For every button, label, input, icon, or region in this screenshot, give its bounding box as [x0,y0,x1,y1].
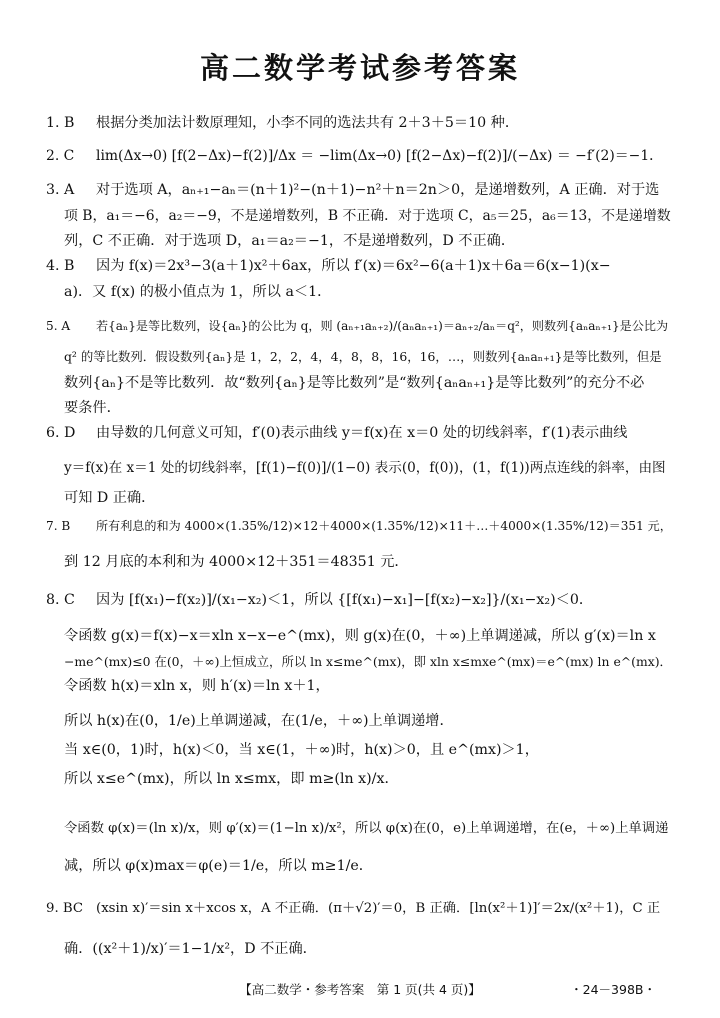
answer-7-line-1 [46,517,672,535]
answer-text: (xsin x)′＝sin x＋xcos x，A 不正确．(π＋√2)′＝0，B 正确．[ln(x²＋1)]′＝2x/(x²＋1)，C 正 [96,901,661,916]
answer-8-line-6 [64,741,539,759]
answer-3-line-3 [64,232,515,250]
answer-8-line-8 [64,820,668,838]
answer-text: y＝f(x)在 x＝1 处的切线斜率，[f(1)−f(0)]/(1−0) 表示(0，f(0))，(1，f(1))两点连线的斜率，由图 [64,460,666,476]
answer-3-line-2 [64,207,671,225]
answer-8-line-4 [64,677,330,695]
answer-text: 项 B，a₁＝−6，a₂＝−9，不是递增数列，B 不正确．对于选项 C，a₅＝25，a₆＝13，不是递增数 [64,208,671,224]
answer-number: 7. B [46,519,71,533]
answer-text: 要条件． [64,400,121,416]
answer-text: 令函数 φ(x)＝(ln x)/x，则 φ′(x)＝(1−ln x)/x²，所以 φ(x)在(0，e)上单调递增，在(e，＋∞)上单调递 [64,821,669,836]
answer-text: 减，所以 φ(x)max＝φ(e)＝1/e，所以 m≥1/e． [64,858,373,874]
answer-text: 所有利息的和为 4000×(1.35%/12)×12＋4000×(1.35%/12)×11＋…＋4000×(1.35%/12)＝351 元， [96,519,672,533]
answer-text: 因为 [f(x₁)−f(x₂)]/(x₁−x₂)＜1，所以 {[f(x₁)−x₁]−[f(x₂)−x₂]}/(x₁−x₂)＜0． [96,592,594,608]
answer-text: 因为 f(x)＝2x³−3(a＋1)x²＋6ax，所以 f′(x)＝6x²−6(a＋1)x＋6a＝6(x−1)(x− [96,258,611,274]
answer-8-line-3 [64,653,672,671]
answer-6-line-3 [64,489,155,507]
page-title: 高二数学考试参考答案 [199,51,520,85]
answer-text: 可知 D 正确． [64,490,156,506]
answer-text: 数列{aₙ}不是等比数列．故“数列{aₙ}是等比数列”是“数列{aₙaₙ₊₁}是等比数列”的充分不必 [64,375,645,391]
answer-text: a)．又 f(x) 的极小值点为 1，所以 a＜1． [64,284,332,300]
answer-number: 1. B [46,115,75,131]
answer-4-line-2 [64,283,331,301]
answer-8-line-7 [64,770,399,788]
answer-4-line-1 [46,257,611,275]
answer-text: lim(Δx→0) [f(2−Δx)−f(2)]/Δx ＝ −lim(Δx→0) [f(2−Δx)−f(2)]/(−Δx) ＝ −f′(2)＝−1． [96,148,664,164]
answer-8-line-5 [64,712,454,730]
answer-9-line-2 [64,940,317,958]
answer-number: 6. D [46,425,76,441]
answer-text: 列，C 不正确．对于选项 D，a₁＝a₂＝−1，不是递增数列，D 不正确． [64,233,516,249]
answer-1-line-1 [46,114,519,132]
answer-number: 2. C [46,148,75,164]
answer-text: 到 12 月底的本利和为 4000×12＋351＝48351 元． [64,554,409,570]
answer-text: 所以 h(x)在(0，1/e)上单调递减，在(1/e，＋∞)上单调递增． [64,713,454,729]
answer-6-line-1 [46,424,627,442]
answer-3-line-1 [46,181,659,199]
answer-text: −me^(mx)≤0 在(0，＋∞)上恒成立，所以 ln x≤me^(mx)，即 xln x≤mxe^(mx)＝e^(mx) ln e^(mx)． [64,654,672,669]
answer-5-line-1 [46,317,668,335]
answer-text: 确．((x²＋1)/x)′＝1−1/x²，D 不正确． [64,941,317,957]
answer-text: q² 的等比数列．假设数列{aₙ}是 1，2，2，4，4，8，8，16，16，…，则数列{aₙaₙ₊₁}是等比数列，但是 [64,349,662,364]
answer-number: 9. BC [46,901,84,916]
answer-9-line-1 [46,900,660,918]
answer-text: 若{aₙ}是等比数列，设{aₙ}的公比为 q，则 (aₙ₊₁aₙ₊₂)/(aₙaₙ₊₁)＝aₙ₊₂/aₙ＝q²，则数列{aₙaₙ₊₁}是公比为 [96,319,669,333]
answer-text: 所以 x≤e^(mx)，所以 ln x≤mx，即 m≥(ln x)/x． [64,771,399,787]
answer-8-line-9 [64,857,373,875]
answer-2-line-1 [46,147,663,165]
answer-5-line-2 [64,348,662,366]
answer-8-line-2 [64,627,656,645]
answer-7-line-2 [64,553,409,571]
answer-text: 对于选项 A，aₙ₊₁−aₙ＝(n＋1)²−(n＋1)−n²＋n＝2n＞0，是递增数列，A 正确．对于选 [96,182,660,198]
answer-5-line-4 [64,399,121,417]
answer-text: 当 x∈(0，1)时，h(x)＜0，当 x∈(1，＋∞)时，h(x)＞0，且 e^(mx)＞1， [64,742,539,758]
answer-number: 8. C [46,592,75,608]
answer-8-line-1 [46,591,593,609]
answer-text: 根据分类加法计数原理知，小李不同的选法共有 2＋3＋5＝10 种． [96,115,520,131]
answer-number: 4. B [46,258,75,274]
answer-text: 令函数 g(x)＝f(x)−x＝xln x−x−e^(mx)，则 g(x)在(0，＋∞)上单调递减，所以 g′(x)＝ln x [64,628,656,644]
answer-text: 令函数 h(x)＝xln x，则 h′(x)＝ln x＋1， [64,678,330,694]
answer-5-line-3 [64,374,644,392]
document-code: ・24－398B・ [570,982,656,997]
answer-number: 5. A [46,319,71,333]
answer-6-line-2 [64,459,666,477]
page-footer: 【高二数学・参考答案 第 1 页(共 4 页)】 [239,982,481,997]
answer-text: 由导数的几何意义可知，f′(0)表示曲线 y＝f(x)在 x＝0 处的切线斜率，f′(1)表示曲线 [96,425,628,441]
answer-number: 3. A [46,182,75,198]
